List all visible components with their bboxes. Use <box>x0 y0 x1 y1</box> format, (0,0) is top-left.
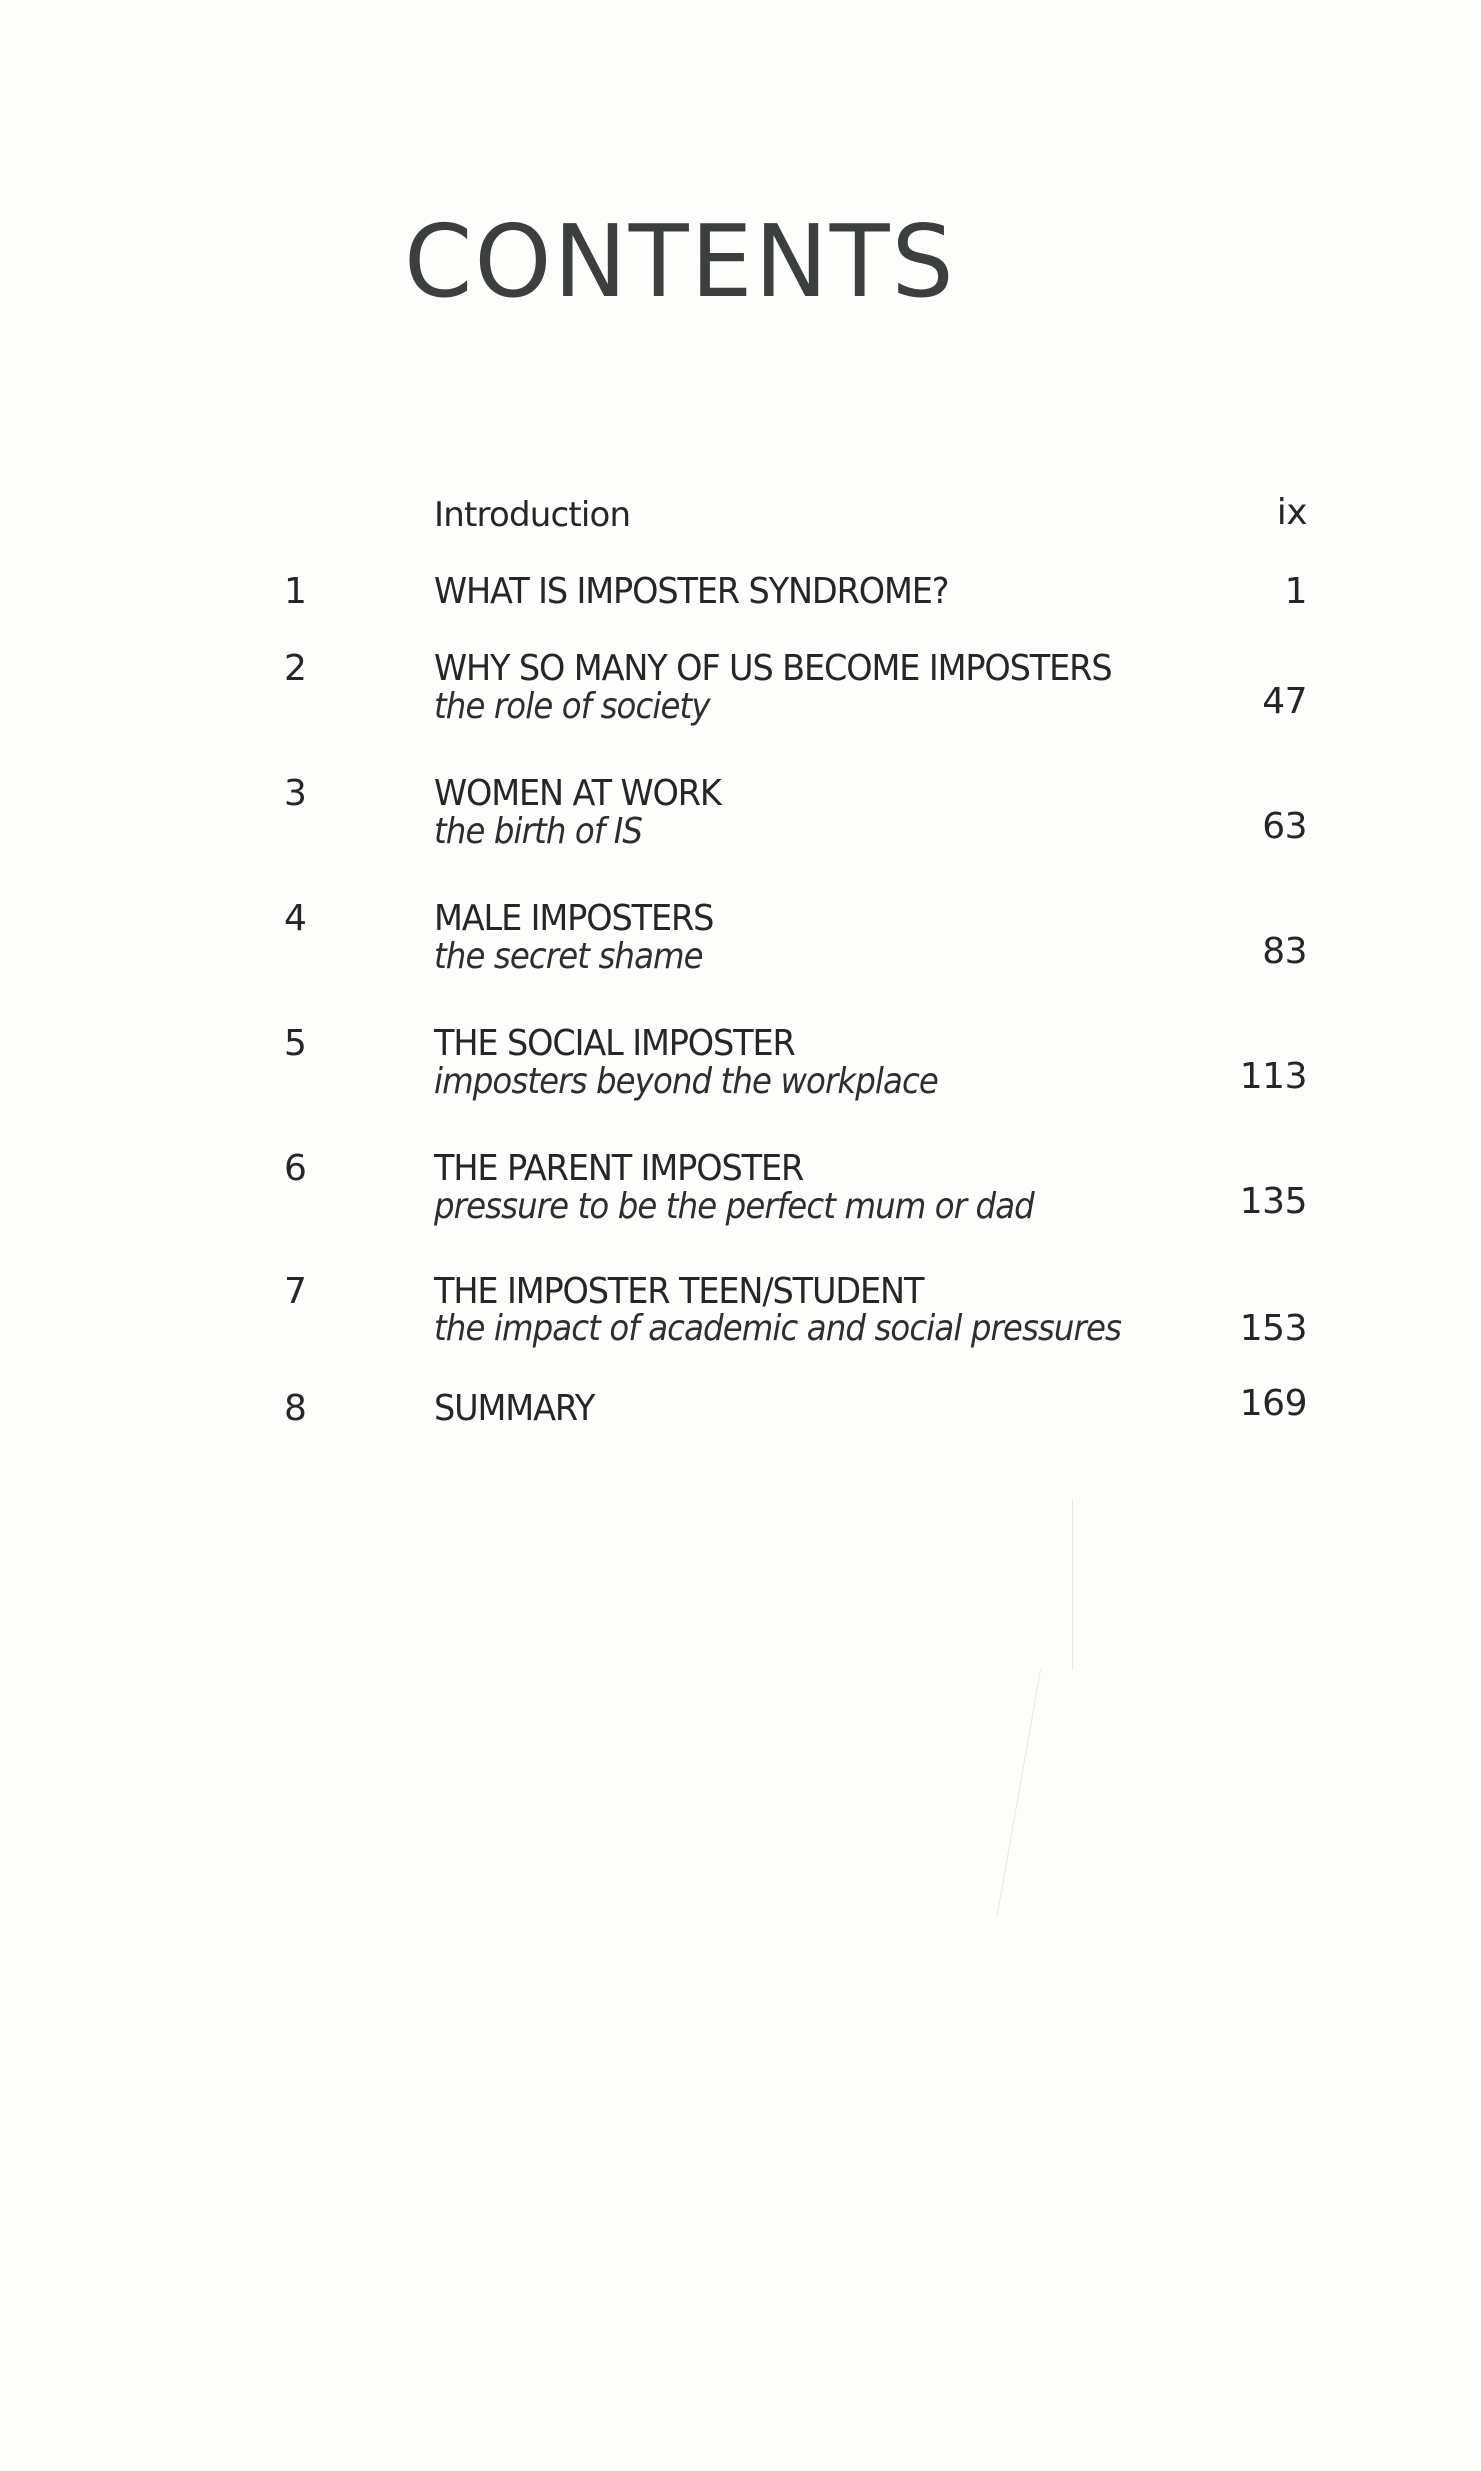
toc-entry-title: THE PARENT IMPOSTER <box>434 1148 804 1189</box>
chapter-number: 1 <box>284 571 307 612</box>
toc-entry-title: SUMMARY <box>434 1388 595 1429</box>
chapter-number: 8 <box>284 1388 307 1429</box>
toc-page-number: 83 <box>1262 931 1307 972</box>
toc-entry-subtitle: the role of society <box>434 686 710 727</box>
chapter-number: 5 <box>284 1023 307 1064</box>
chapter-number: 3 <box>284 773 307 814</box>
chapter-number: 2 <box>284 648 307 689</box>
toc-entry-title: THE SOCIAL IMPOSTER <box>434 1023 795 1064</box>
chapter-number: 6 <box>284 1148 307 1189</box>
toc-entry-title: Introduction <box>434 495 631 535</box>
chapter-number: 7 <box>284 1271 307 1312</box>
toc-entry-title: WOMEN AT WORK <box>434 773 721 814</box>
toc-entry-title: WHAT IS IMPOSTER SYNDROME? <box>434 571 949 612</box>
toc-page-number: ix <box>1276 492 1307 533</box>
toc-entry-title: MALE IMPOSTERS <box>434 898 714 939</box>
toc-page-number: 47 <box>1262 681 1307 722</box>
chapter-number: 4 <box>284 898 307 939</box>
scan-artifact-line <box>1072 1500 1073 1670</box>
toc-page-number: 169 <box>1239 1383 1307 1424</box>
toc-entry-subtitle: the birth of IS <box>434 811 643 852</box>
toc-page-number: 153 <box>1239 1308 1307 1349</box>
toc-entry-title: WHY SO MANY OF US BECOME IMPOSTERS <box>434 648 1112 689</box>
toc-page-number: 63 <box>1262 806 1307 847</box>
toc-page-number: 135 <box>1239 1181 1307 1222</box>
toc-entry-subtitle: pressure to be the perfect mum or dad <box>434 1186 1034 1227</box>
toc-page-number: 1 <box>1284 571 1307 612</box>
scan-artifact-line <box>997 1670 1041 1916</box>
toc-entry-subtitle: imposters beyond the workplace <box>434 1061 938 1102</box>
toc-entry-title: THE IMPOSTER TEEN/STUDENT <box>434 1271 924 1312</box>
toc-page-number: 113 <box>1239 1056 1307 1097</box>
toc-entry-subtitle: the impact of academic and social pressures <box>434 1308 1121 1349</box>
page-title: CONTENTS <box>404 203 956 320</box>
toc-entry-subtitle: the secret shame <box>434 936 703 977</box>
